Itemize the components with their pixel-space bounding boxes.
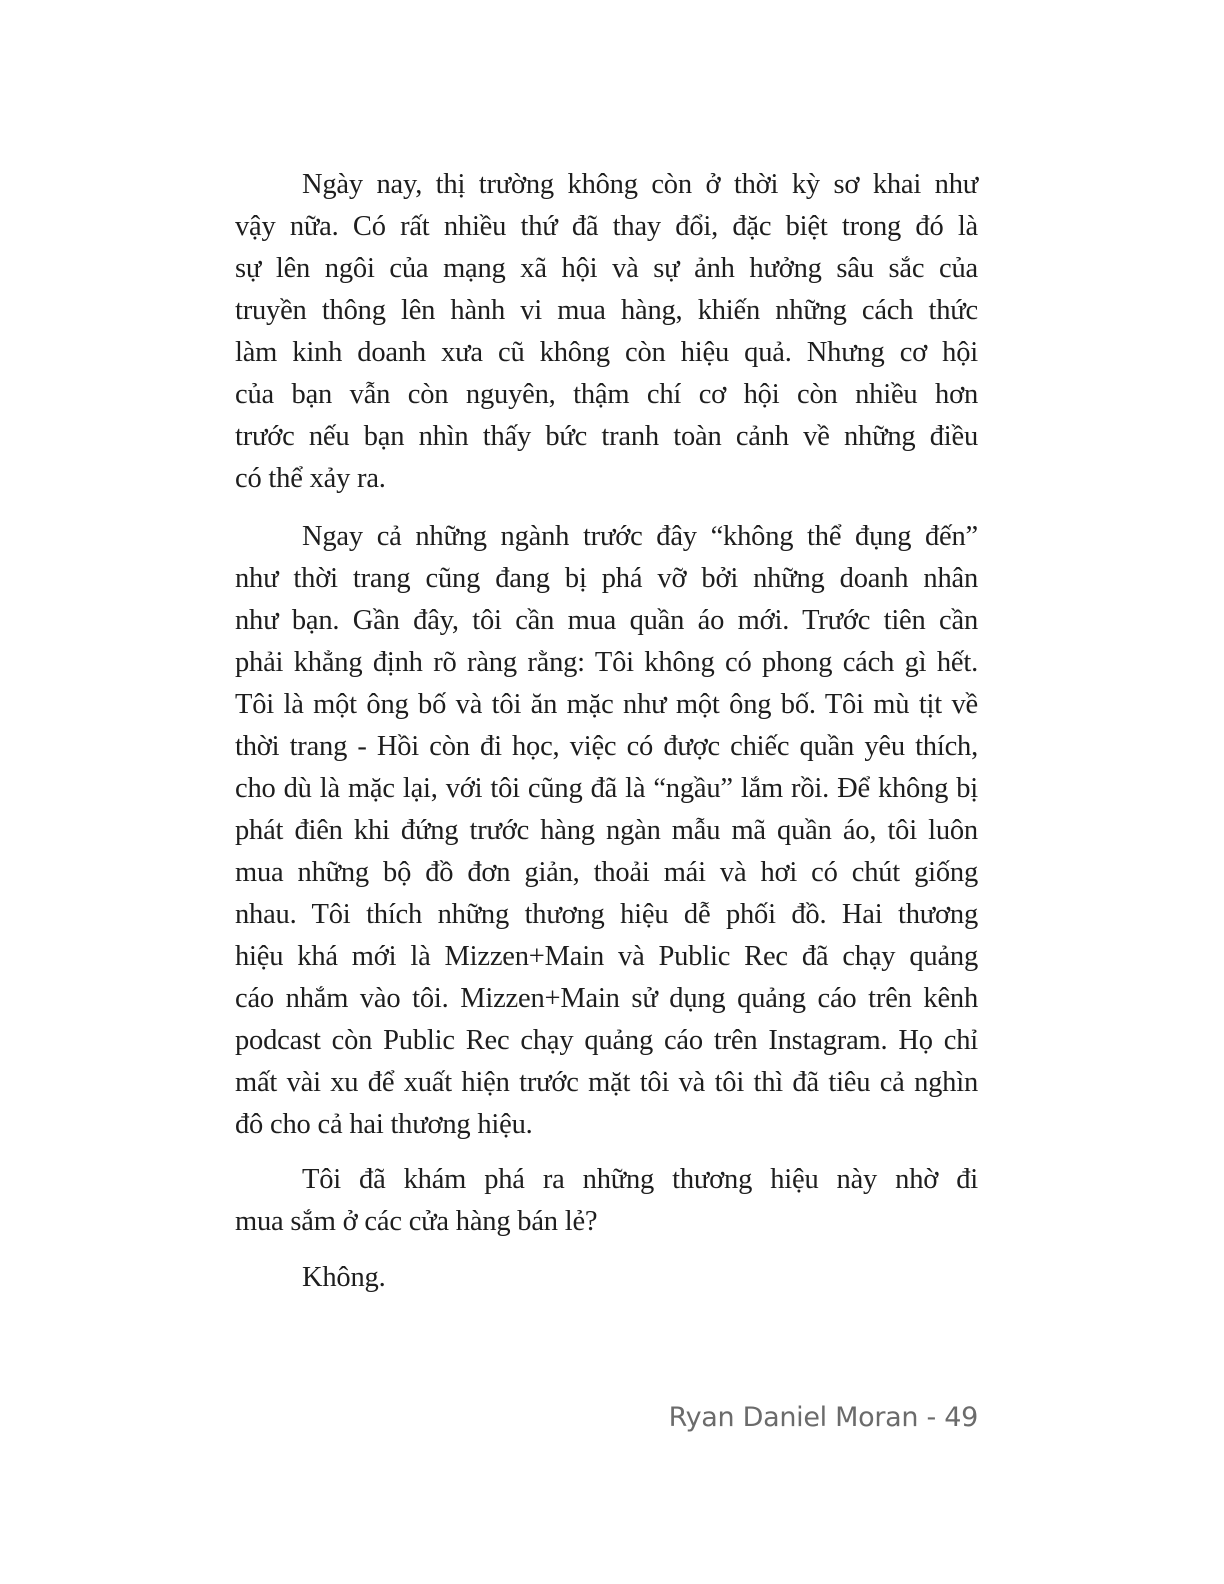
text-line: của bạn vẫn còn nguyên, thậm chí cơ hội còn nhiều hơn: [235, 379, 978, 410]
text-line: đô cho cả hai thương hiệu.: [235, 1109, 533, 1140]
text-line: truyền thông lên hành vi mua hàng, khiến những cách thức: [235, 295, 978, 326]
text-line: Tôi đã khám phá ra những thương hiệu này nhờ đi: [302, 1164, 978, 1195]
text-line: mất vài xu để xuất hiện trước mặt tôi và tôi thì đã tiêu cả nghìn: [235, 1067, 978, 1098]
text-line: làm kinh doanh xưa cũ không còn hiệu quả. Nhưng cơ hội: [235, 337, 978, 368]
text-line: nhau. Tôi thích những thương hiệu dễ phối đồ. Hai thương: [235, 899, 978, 930]
text-line: vậy nữa. Có rất nhiều thứ đã thay đổi, đặc biệt trong đó là: [235, 211, 978, 242]
paragraph: [235, 1159, 978, 1243]
text-line: Ngày nay, thị trường không còn ở thời kỳ sơ khai như: [302, 169, 978, 200]
text-line: như bạn. Gần đây, tôi cần mua quần áo mới. Trước tiên cần: [235, 605, 978, 636]
text-line: thời trang - Hồi còn đi học, việc có được chiếc quần yêu thích,: [235, 731, 978, 762]
text-line: cho dù là mặc lại, với tôi cũng đã là “ngầu” lắm rồi. Để không bị: [235, 773, 978, 804]
text-line: phải khẳng định rõ ràng rằng: Tôi không có phong cách gì hết.: [235, 647, 978, 678]
text-line: mua sắm ở các cửa hàng bán lẻ?: [235, 1206, 598, 1237]
paragraph: [235, 164, 978, 500]
text-line: sự lên ngôi của mạng xã hội và sự ảnh hưởng sâu sắc của: [235, 253, 978, 284]
text-line: trước nếu bạn nhìn thấy bức tranh toàn cảnh về những điều: [235, 421, 978, 452]
text-line: có thể xảy ra.: [235, 463, 386, 494]
text-line: Không.: [302, 1262, 386, 1293]
paragraph: [235, 516, 978, 1146]
text-line: podcast còn Public Rec chạy quảng cáo trên Instagram. Họ chỉ: [235, 1025, 978, 1056]
text-line: như thời trang cũng đang bị phá vỡ bởi những doanh nhân: [235, 563, 978, 594]
text-line: cáo nhắm vào tôi. Mizzen+Main sử dụng quảng cáo trên kênh: [235, 983, 978, 1014]
paragraph: [235, 1257, 978, 1299]
text-line: mua những bộ đồ đơn giản, thoải mái và hơi có chút giống: [235, 857, 978, 888]
text-line: Tôi là một ông bố và tôi ăn mặc như một ông bố. Tôi mù tịt về: [235, 689, 978, 720]
text-line: Ngay cả những ngành trước đây “không thể đụng đến”: [302, 521, 978, 552]
page-footer-author-page-number: Ryan Daniel Moran - 49: [668, 1402, 978, 1433]
text-line: phát điên khi đứng trước hàng ngàn mẫu mã quần áo, tôi luôn: [235, 815, 978, 846]
text-line: hiệu khá mới là Mizzen+Main và Public Rec đã chạy quảng: [235, 941, 978, 972]
